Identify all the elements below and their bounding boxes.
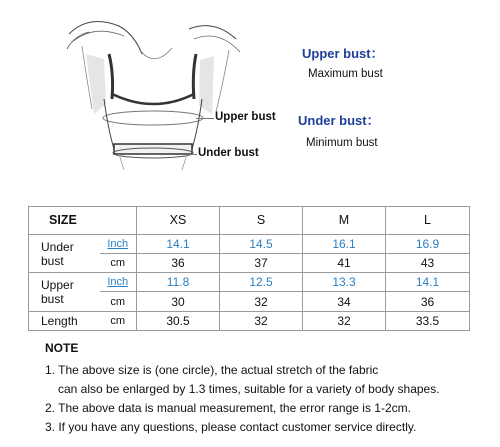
table-row xyxy=(29,234,470,253)
table-cell: 12.5 xyxy=(220,273,303,292)
unit-inch: Inch xyxy=(100,234,137,253)
row-label-under-bust: Under bust xyxy=(29,234,100,272)
table-cell: 30 xyxy=(137,292,220,311)
table-cell: 36 xyxy=(137,254,220,273)
table-cell: 43 xyxy=(386,254,470,273)
table-cell: 41 xyxy=(303,254,386,273)
under-bust-pointer xyxy=(185,154,197,155)
diagram-label-under-bust: Under bust xyxy=(198,147,259,159)
notes-section xyxy=(45,341,495,439)
size-header: SIZE xyxy=(29,207,137,235)
table-cell: 11.8 xyxy=(137,273,220,292)
table-cell: 13.3 xyxy=(303,273,386,292)
table-cell: 14.5 xyxy=(220,234,303,253)
table-cell: 33.5 xyxy=(386,311,470,330)
notes-title: NOTE xyxy=(45,341,79,355)
size-col-s: S xyxy=(220,207,303,235)
size-col-l: L xyxy=(386,207,470,235)
table-cell: 14.1 xyxy=(386,273,470,292)
diagram-label-upper-bust: Upper bust xyxy=(215,111,276,123)
table-row xyxy=(29,311,470,330)
table-cell: 36 xyxy=(386,292,470,311)
table-header-row xyxy=(29,207,470,235)
table-row xyxy=(29,273,470,292)
unit-cm: cm xyxy=(100,254,137,273)
size-chart-table xyxy=(28,206,469,331)
size-col-xs: XS xyxy=(137,207,220,235)
unit-cm: cm xyxy=(100,311,137,330)
row-label-upper-bust: Upper bust xyxy=(29,273,100,311)
table-cell: 32 xyxy=(303,311,386,330)
table-cell: 32 xyxy=(220,311,303,330)
table-cell: 16.1 xyxy=(303,234,386,253)
legend-under-bust-desc: Minimum bust xyxy=(306,137,378,149)
table-cell: 32 xyxy=(220,292,303,311)
legend-upper-bust-desc: Maximum bust xyxy=(308,68,383,80)
table-cell: 14.1 xyxy=(137,234,220,253)
upper-bust-pointer xyxy=(196,118,214,119)
table-cell: 37 xyxy=(220,254,303,273)
table-cell: 30.5 xyxy=(137,311,220,330)
table-cell: 34 xyxy=(303,292,386,311)
size-col-m: M xyxy=(303,207,386,235)
legend-upper-bust-title: Upper bust： xyxy=(302,46,384,61)
row-label-length: Length xyxy=(29,311,100,330)
unit-cm: cm xyxy=(100,292,137,311)
note-item-continuation: can also be enlarged by 1.3 times, suitable for a variety of body shapes. xyxy=(58,382,440,396)
note-item: 2. The above data is manual measurement, the error range is 1-2cm. xyxy=(45,401,411,415)
note-item: 3. If you have any questions, please contact customer service directly. xyxy=(45,420,417,434)
unit-inch: Inch xyxy=(100,273,137,292)
table-cell: 16.9 xyxy=(386,234,470,253)
legend-under-bust-title: Under bust： xyxy=(298,113,380,128)
note-item: 1. The above size is (one circle), the actual stretch of the fabric xyxy=(45,363,379,377)
